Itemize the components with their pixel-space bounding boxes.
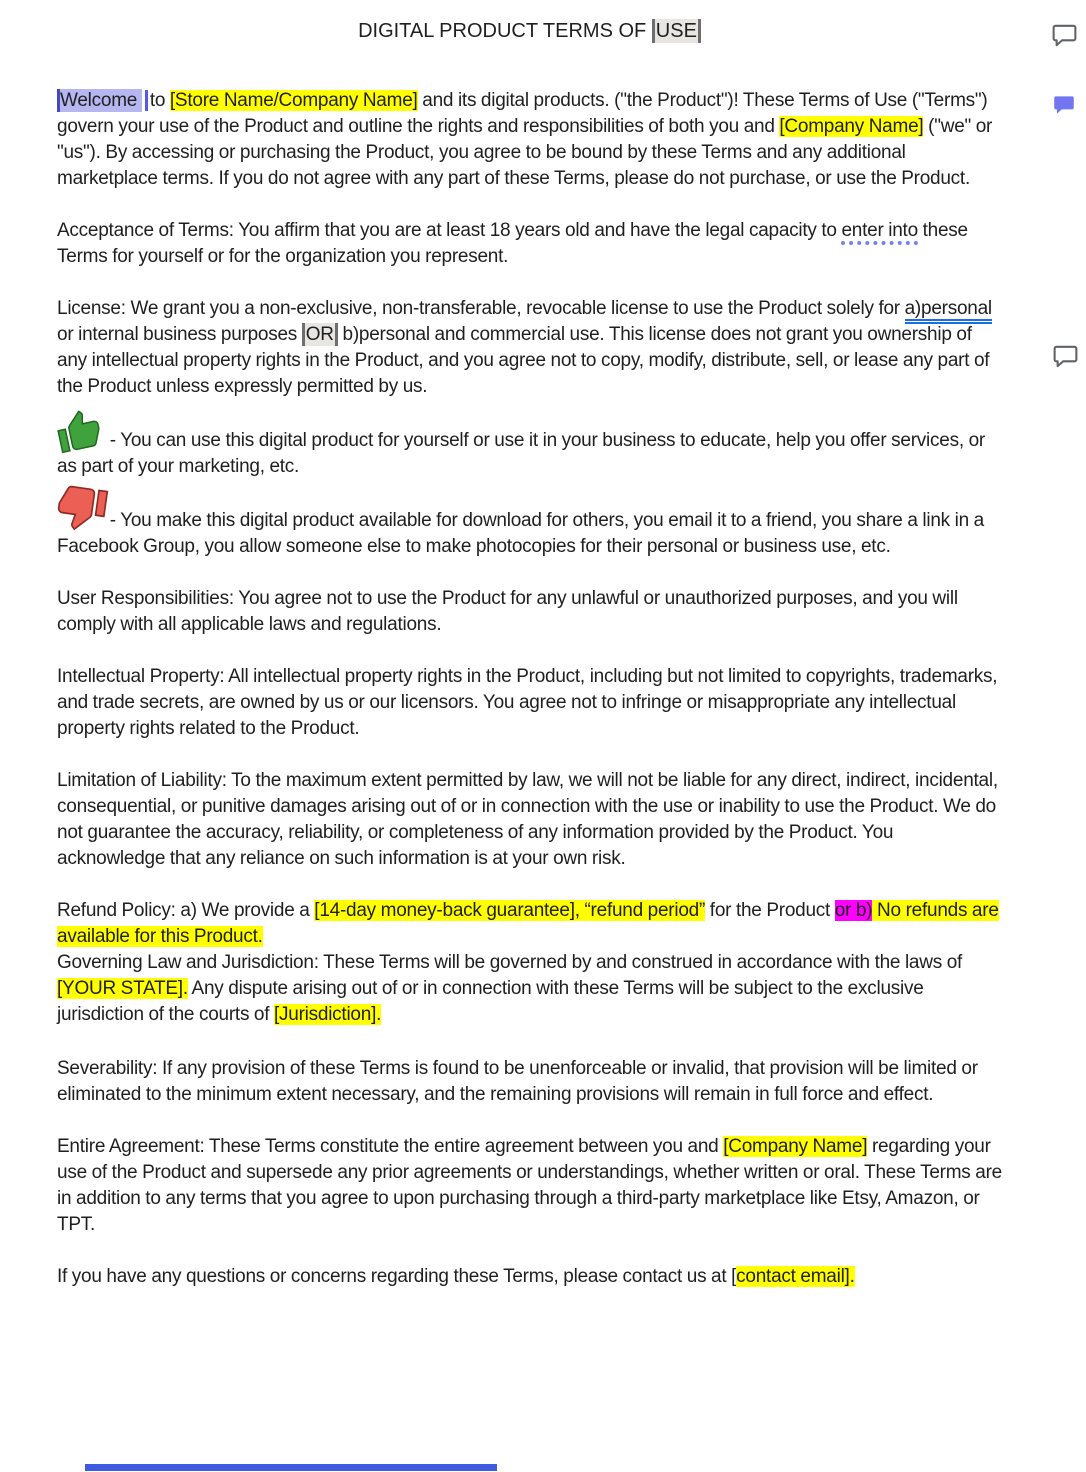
- paragraph-user-responsibilities: [57, 586, 1002, 638]
- paragraph-governing-law: [57, 950, 1002, 1028]
- title-text: DIGITAL PRODUCT TERMS OF: [358, 20, 652, 42]
- page-title: [57, 18, 1002, 44]
- text-run: Any dispute arising out of or in connection with these Terms will be subject to the exclusive jurisdiction of the courts of: [57, 978, 924, 1025]
- paragraph-limitation-liability: [57, 768, 1002, 872]
- text-run: Governing Law and Jurisdiction: These Terms will be governed by and construed in accordance with the laws of: [57, 952, 963, 973]
- placeholder-company-name: [Company Name]: [723, 1136, 868, 1157]
- title-selected-word: USE: [652, 19, 701, 43]
- text-run: for the Product: [705, 900, 835, 921]
- thumbs-down-icon: [57, 506, 105, 526]
- text-run: - You make this digital product available for download for others, you email it to a friend, you share a link in a Facebook Group, you allow someone else to make photocopies for their personal or business use, etc.: [57, 510, 984, 557]
- magenta-highlight-or-b: or b): [834, 900, 873, 921]
- paragraph-welcome: [57, 88, 1002, 192]
- collab-caret: [145, 90, 148, 111]
- placeholder-store-name: [Store Name/Company Name]: [169, 90, 418, 111]
- text-run: Refund Policy: a) We provide a: [57, 900, 315, 921]
- paragraph-license: [57, 296, 1002, 400]
- text-run: to: [149, 90, 170, 111]
- text-run: Severability: If any provision of these Terms is found to be unenforceable or invalid, that provision will be limited or eliminated to the minimum extent necessary, and the remaining provisions will remain in full force and effect.: [57, 1058, 978, 1105]
- paragraph-refund-policy: [57, 898, 1002, 950]
- highlight-no-refunds: No refunds are available for this Product.: [57, 900, 999, 947]
- comment-icon[interactable]: [1051, 342, 1080, 371]
- text-run: or internal business purposes: [57, 324, 302, 345]
- text-run: Entire Agreement: These Terms constitute the entire agreement between you and: [57, 1136, 724, 1157]
- paragraph-forbidden-use: [57, 506, 1002, 560]
- grammar-underline: a)personal: [905, 298, 992, 324]
- selected-word-or: OR: [302, 323, 338, 346]
- text-run: and its digital products. ("the Product")! These Terms of Use ("Terms") govern your use of the Product and outline the rights and responsibilities of both you and: [57, 90, 988, 137]
- text-run: regarding your use of the Product and supersede any prior agreements or understandings, whether written or oral. These Terms are in addition to any terms that you agree to upon purchasing through a third-party marketplace like Etsy, Amazon, or TPT.: [57, 1136, 1002, 1235]
- text-run: Limitation of Liability: To the maximum extent permitted by law, we will not be liable for any direct, indirect, incidental, consequential, or punitive damages arising out of or in connection with the use or inability to use the Product. We do not guarantee the accuracy, reliability, or completeness of any information provided by the Product. You acknowledge that any reliance on such information is at your own risk.: [57, 770, 998, 869]
- text-run: these Terms for yourself or for the organization you represent.: [57, 220, 968, 267]
- paragraph-allowed-use: [57, 426, 1002, 480]
- text-run: License: We grant you a non-exclusive, non-transferable, revocable license to use the Product solely for: [57, 298, 905, 319]
- text-run: Intellectual Property: All intellectual property rights in the Product, including but not limited to copyrights, trademarks, and trade secrets, are owned by us or our licensors. You agree not to infringe or misappropriate any intellectual property rights related to the Product.: [57, 666, 998, 739]
- text-run: If you have any questions or concerns regarding these Terms, please contact us at [: [57, 1266, 737, 1287]
- comment-icon-active[interactable]: [1051, 92, 1077, 118]
- paragraph-intellectual-property: [57, 664, 1002, 742]
- paragraph-contact: [57, 1264, 1002, 1290]
- document-body[interactable]: [57, 18, 1002, 1316]
- comment-icon[interactable]: [1050, 21, 1079, 50]
- text-run: - You can use this digital product for yourself or use it in your business to educate, help you offer services, or as part of your marketing, etc.: [57, 430, 985, 477]
- page-break-blue-bar: [85, 1464, 497, 1471]
- text-run: User Responsibilities: You agree not to use the Product for any unlawful or unauthorized purposes, and you will comply with all applicable laws and regulations.: [57, 588, 958, 635]
- paragraph-severability: [57, 1056, 1002, 1108]
- paragraph-entire-agreement: [57, 1134, 1002, 1238]
- text-run: Acceptance of Terms: You affirm that you are at least 18 years old and have the legal capacity to: [57, 220, 842, 241]
- placeholder-your-state: [YOUR STATE].: [57, 978, 188, 999]
- selected-text: Welcome: [57, 89, 142, 112]
- paragraph-acceptance: [57, 218, 1002, 270]
- thumbs-up-icon: [57, 426, 105, 446]
- text-run: ("we" or "us"). By accessing or purchasing the Product, you agree to be bound by these Terms and any additional marketplace terms. If you do not agree with any part of these Terms, please do not purchase, or use the Product.: [57, 116, 993, 189]
- suggestion-underline: enter into: [841, 220, 917, 245]
- placeholder-refund-period: [14-day money-back guarantee], “refund period”: [314, 900, 706, 921]
- placeholder-jurisdiction: [Jurisdiction].: [274, 1004, 382, 1025]
- placeholder-company-name: [Company Name]: [779, 116, 924, 137]
- text-run: b)personal and commercial use. This license does not grant you ownership of any intellectual property rights in the Product, and you agree not to copy, modify, distribute, sell, or lease any part of the Product unless expressly permitted by us.: [57, 324, 990, 397]
- placeholder-contact-email: contact email].: [736, 1266, 855, 1287]
